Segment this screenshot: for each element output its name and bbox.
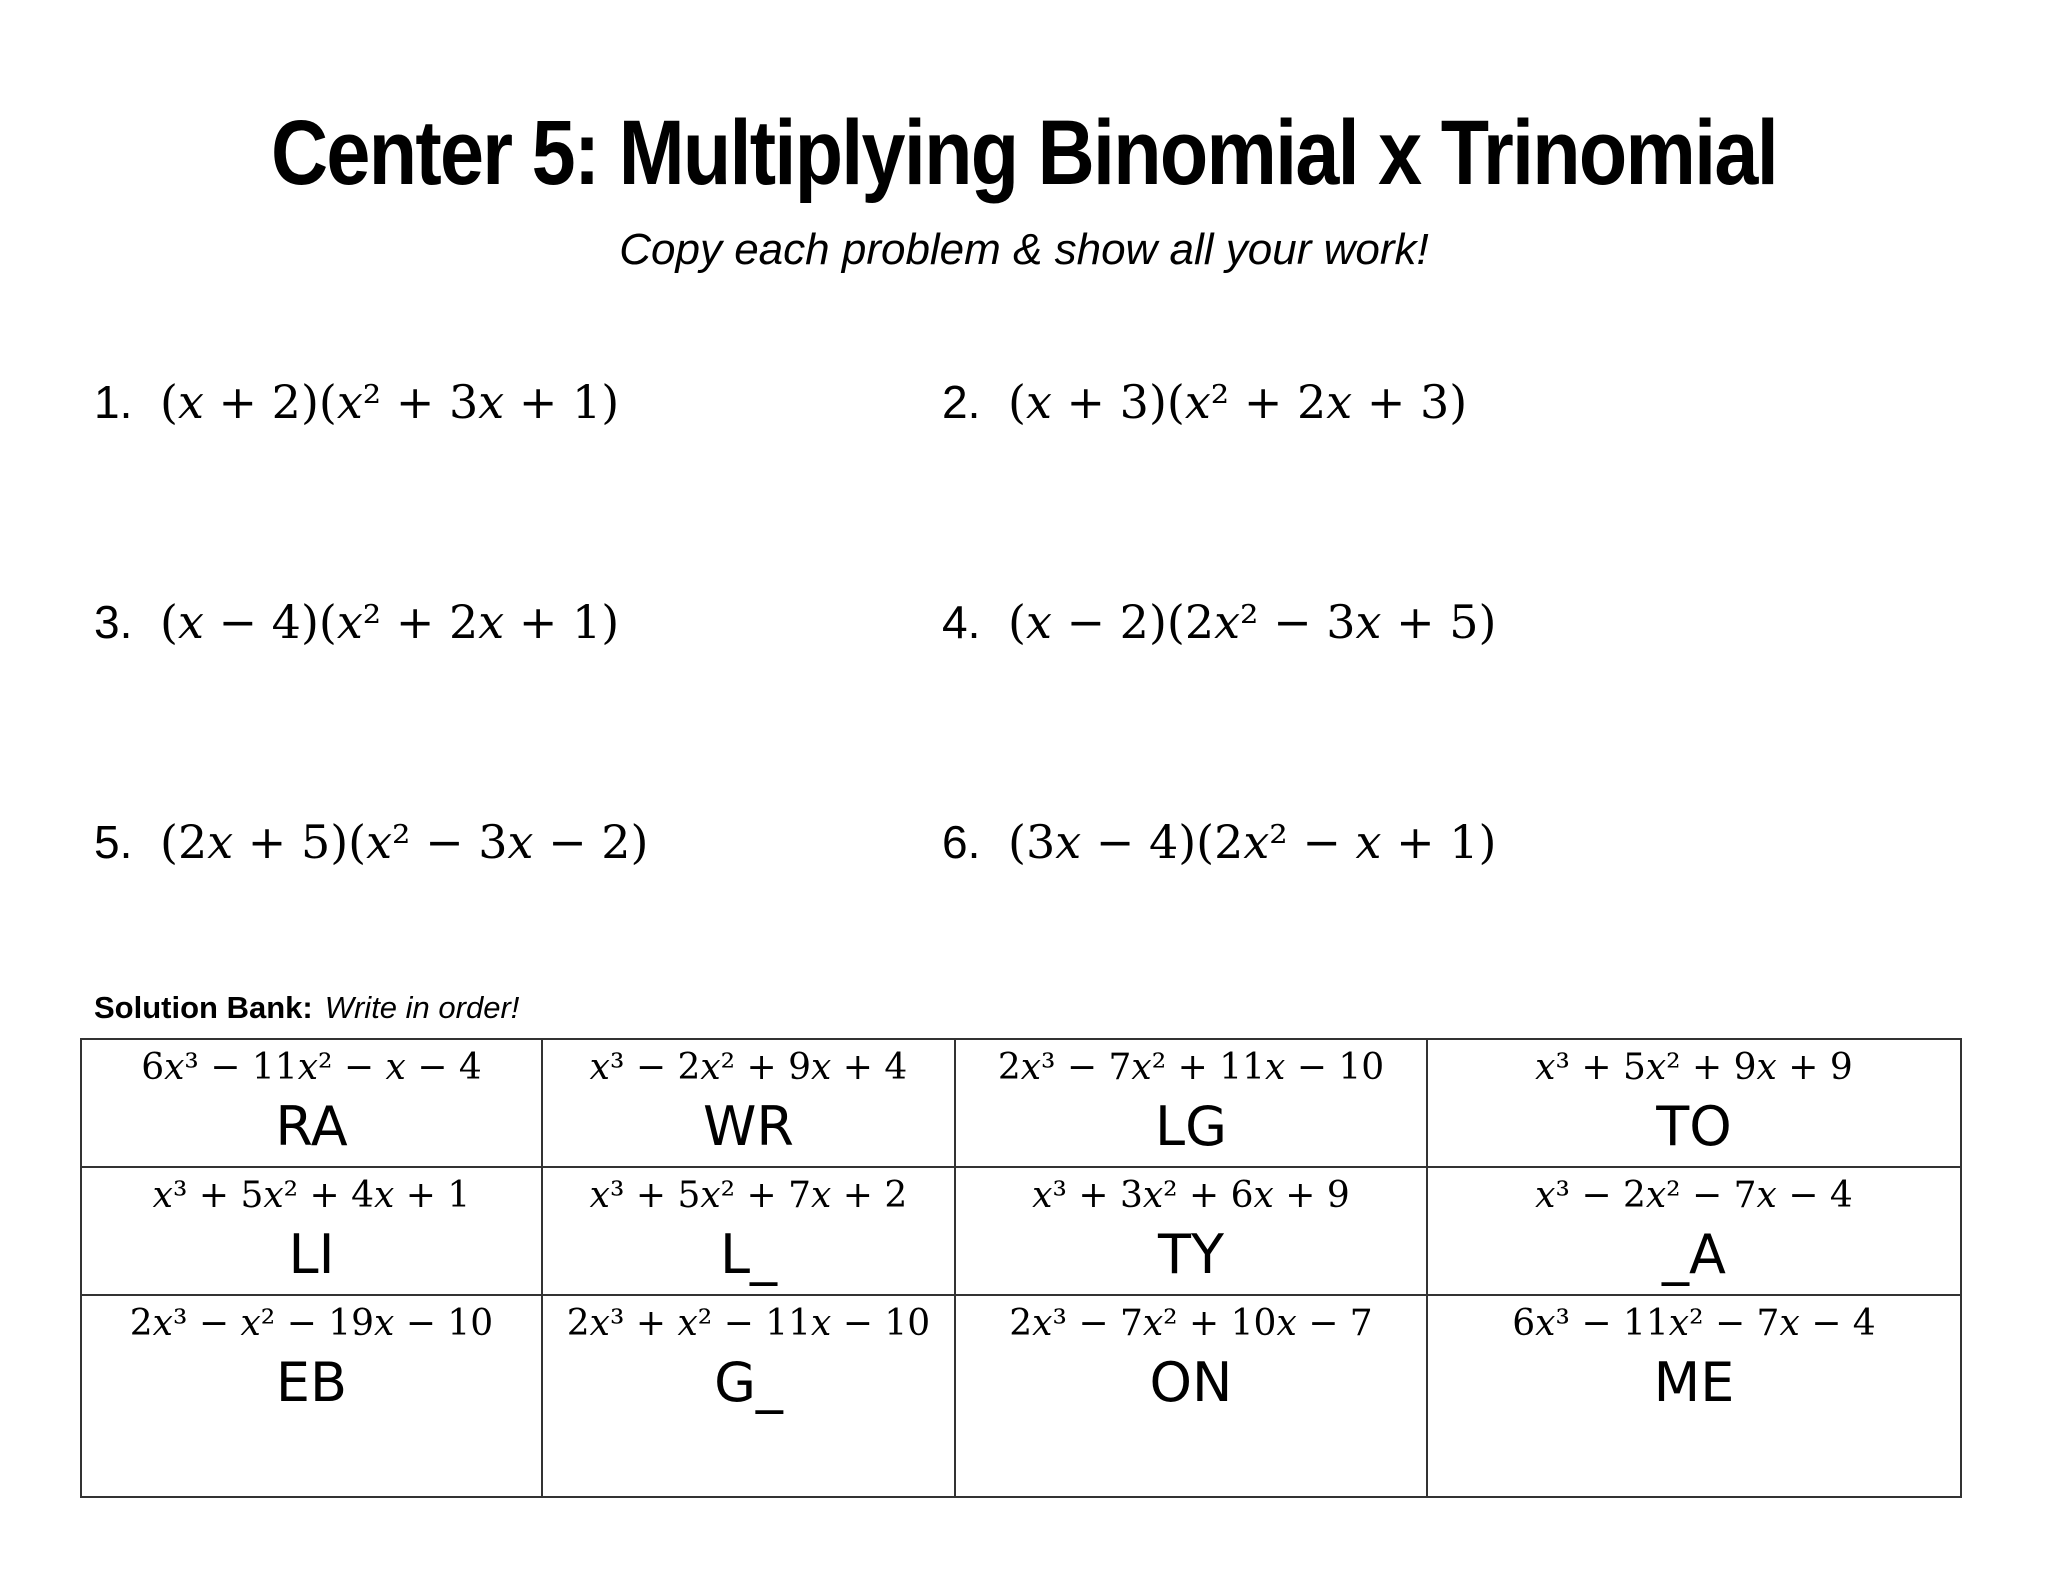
solution-cell bbox=[955, 1039, 1427, 1167]
solution-bank-instruction: Write in order! bbox=[324, 990, 520, 1025]
solution-cell bbox=[542, 1295, 955, 1497]
solution-code: LI bbox=[288, 1223, 335, 1286]
solution-code: ON bbox=[1149, 1351, 1233, 1414]
solution-cell bbox=[81, 1295, 542, 1497]
solution-polynomial: 2𝑥³ + 𝑥² − 11𝑥 − 10 bbox=[566, 1303, 931, 1344]
problem-6 bbox=[942, 812, 1496, 872]
problem-expression: (𝑥 + 2)(𝑥² + 3𝑥 + 1) bbox=[160, 375, 620, 429]
solution-polynomial: 𝑥³ − 2𝑥² − 7𝑥 − 4 bbox=[1535, 1175, 1853, 1216]
solution-code: RA bbox=[275, 1095, 348, 1158]
solution-code: L_ bbox=[719, 1223, 778, 1286]
solution-cell bbox=[1427, 1039, 1961, 1167]
problem-2 bbox=[942, 372, 1467, 432]
table-row bbox=[81, 1295, 1961, 1497]
solution-code: EB bbox=[275, 1351, 348, 1414]
solution-bank-heading bbox=[94, 988, 519, 1028]
solution-polynomial: 2𝑥³ − 𝑥² − 19𝑥 − 10 bbox=[129, 1303, 494, 1344]
solution-bank-label: Solution Bank: bbox=[94, 990, 313, 1025]
solution-cell bbox=[955, 1295, 1427, 1497]
solution-polynomial: 𝑥³ + 5𝑥² + 9𝑥 + 9 bbox=[1535, 1047, 1853, 1088]
problem-4 bbox=[942, 592, 1496, 652]
solution-polynomial: 6𝑥³ − 11𝑥² − 7𝑥 − 4 bbox=[1512, 1303, 1876, 1344]
solution-polynomial: 6𝑥³ − 11𝑥² − 𝑥 − 4 bbox=[141, 1047, 482, 1088]
page-title: Center 5: Multiplying Binomial x Trinomial bbox=[271, 102, 1777, 204]
solution-code: G_ bbox=[714, 1351, 783, 1414]
table-row bbox=[81, 1039, 1961, 1167]
solution-code: TY bbox=[1158, 1223, 1224, 1286]
problem-expression: (2𝑥 + 5)(𝑥² − 3𝑥 − 2) bbox=[160, 815, 649, 869]
problem-number: 2. bbox=[942, 376, 981, 428]
problem-number: 6. bbox=[942, 816, 981, 868]
solution-cell bbox=[81, 1167, 542, 1295]
solution-code: ME bbox=[1653, 1351, 1735, 1414]
solution-cell bbox=[1427, 1295, 1961, 1497]
solution-cell bbox=[542, 1167, 955, 1295]
problem-expression: (𝑥 − 4)(𝑥² + 2𝑥 + 1) bbox=[160, 595, 620, 649]
solution-cell bbox=[81, 1039, 542, 1167]
solution-polynomial: 2𝑥³ − 7𝑥² + 10𝑥 − 7 bbox=[1009, 1303, 1373, 1344]
solution-cell bbox=[955, 1167, 1427, 1295]
solution-polynomial: 𝑥³ + 5𝑥² + 4𝑥 + 1 bbox=[152, 1175, 471, 1216]
solution-bank-table bbox=[80, 1038, 1962, 1498]
solution-code: TO bbox=[1656, 1095, 1732, 1158]
solution-polynomial: 𝑥³ − 2𝑥² + 9𝑥 + 4 bbox=[589, 1047, 908, 1088]
problem-expression: (3𝑥 − 4)(2𝑥² − 𝑥 + 1) bbox=[1008, 815, 1497, 869]
problem-number: 3. bbox=[94, 596, 133, 648]
problem-expression: (𝑥 + 3)(𝑥² + 2𝑥 + 3) bbox=[1008, 375, 1468, 429]
solution-code: LG bbox=[1155, 1095, 1227, 1158]
problem-number: 1. bbox=[94, 376, 133, 428]
solution-cell bbox=[542, 1039, 955, 1167]
table-row bbox=[81, 1167, 1961, 1295]
problem-1 bbox=[94, 372, 619, 432]
problem-5 bbox=[94, 812, 648, 872]
page-subtitle: Copy each problem & show all your work! bbox=[619, 225, 1429, 274]
solution-polynomial: 2𝑥³ − 7𝑥² + 11𝑥 − 10 bbox=[997, 1047, 1385, 1088]
problem-number: 4. bbox=[942, 596, 981, 648]
solution-polynomial: 𝑥³ + 5𝑥² + 7𝑥 + 2 bbox=[589, 1175, 908, 1216]
solution-code: _A bbox=[1662, 1223, 1726, 1286]
solution-cell bbox=[1427, 1167, 1961, 1295]
problem-expression: (𝑥 − 2)(2𝑥² − 3𝑥 + 5) bbox=[1008, 595, 1497, 649]
problem-number: 5. bbox=[94, 816, 133, 868]
solution-polynomial: 𝑥³ + 3𝑥² + 6𝑥 + 9 bbox=[1032, 1175, 1350, 1216]
problem-3 bbox=[94, 592, 619, 652]
solution-code: WR bbox=[703, 1095, 794, 1158]
